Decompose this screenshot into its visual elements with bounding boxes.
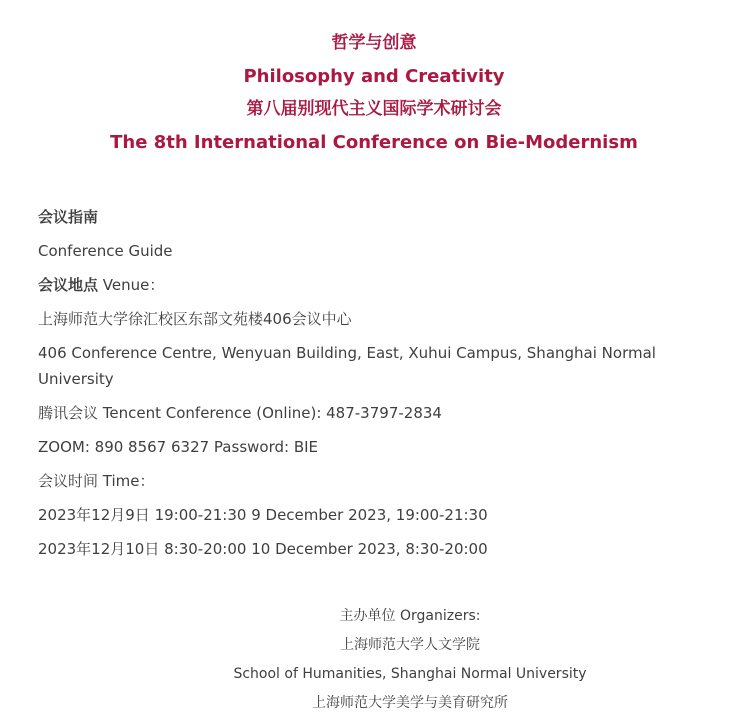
organizers-label: 主办单位 Organizers: (339, 608, 481, 624)
conference-guide (0, 159, 674, 566)
organizer-1-cn: 上海师范大学人文学院 (340, 637, 480, 653)
organizers-section (0, 566, 748, 718)
zoom-meeting-info: ZOOM: 890 8567 6327 Password: BIE (38, 438, 319, 456)
venue-label-cn: 会议地点 (38, 276, 99, 294)
conference-name-en: The 8th International Conference on Bie-Modernism (110, 132, 638, 153)
guide-heading-en: Conference Guide (38, 242, 173, 260)
venue-en: 406 Conference Centre, Wenyuan Building, East, Xuhui Campus, Shanghai Normal University (38, 344, 656, 388)
conference-name-cn: 第八届别现代主义国际学术研讨会 (246, 99, 502, 119)
schedule-day-2: 2023年12月10日 8:30-20:00 10 December 2023, 8:30-20:00 (38, 540, 488, 558)
guide-heading-cn: 会议指南 (38, 208, 99, 226)
venue-label (38, 268, 674, 302)
venue-cn: 上海师范大学徐汇校区东部文苑楼406会议中心 (38, 310, 352, 328)
title-cn: 哲学与创意 (331, 33, 417, 53)
conference-header (0, 0, 748, 159)
venue-label-en: Venue： (98, 276, 165, 294)
title-en: Philosophy and Creativity (243, 66, 505, 87)
tencent-meeting-info: 腾讯会议 Tencent Conference (Online): 487-3797-2834 (38, 404, 442, 422)
schedule-day-1: 2023年12月9日 19:00-21:30 9 December 2023, 19:00-21:30 (38, 506, 488, 524)
organizer-1-en: School of Humanities, Shanghai Normal University (233, 666, 587, 682)
time-label: 会议时间 Time： (38, 472, 155, 490)
organizer-2-cn: 上海师范大学美学与美育研究所 (312, 695, 508, 711)
